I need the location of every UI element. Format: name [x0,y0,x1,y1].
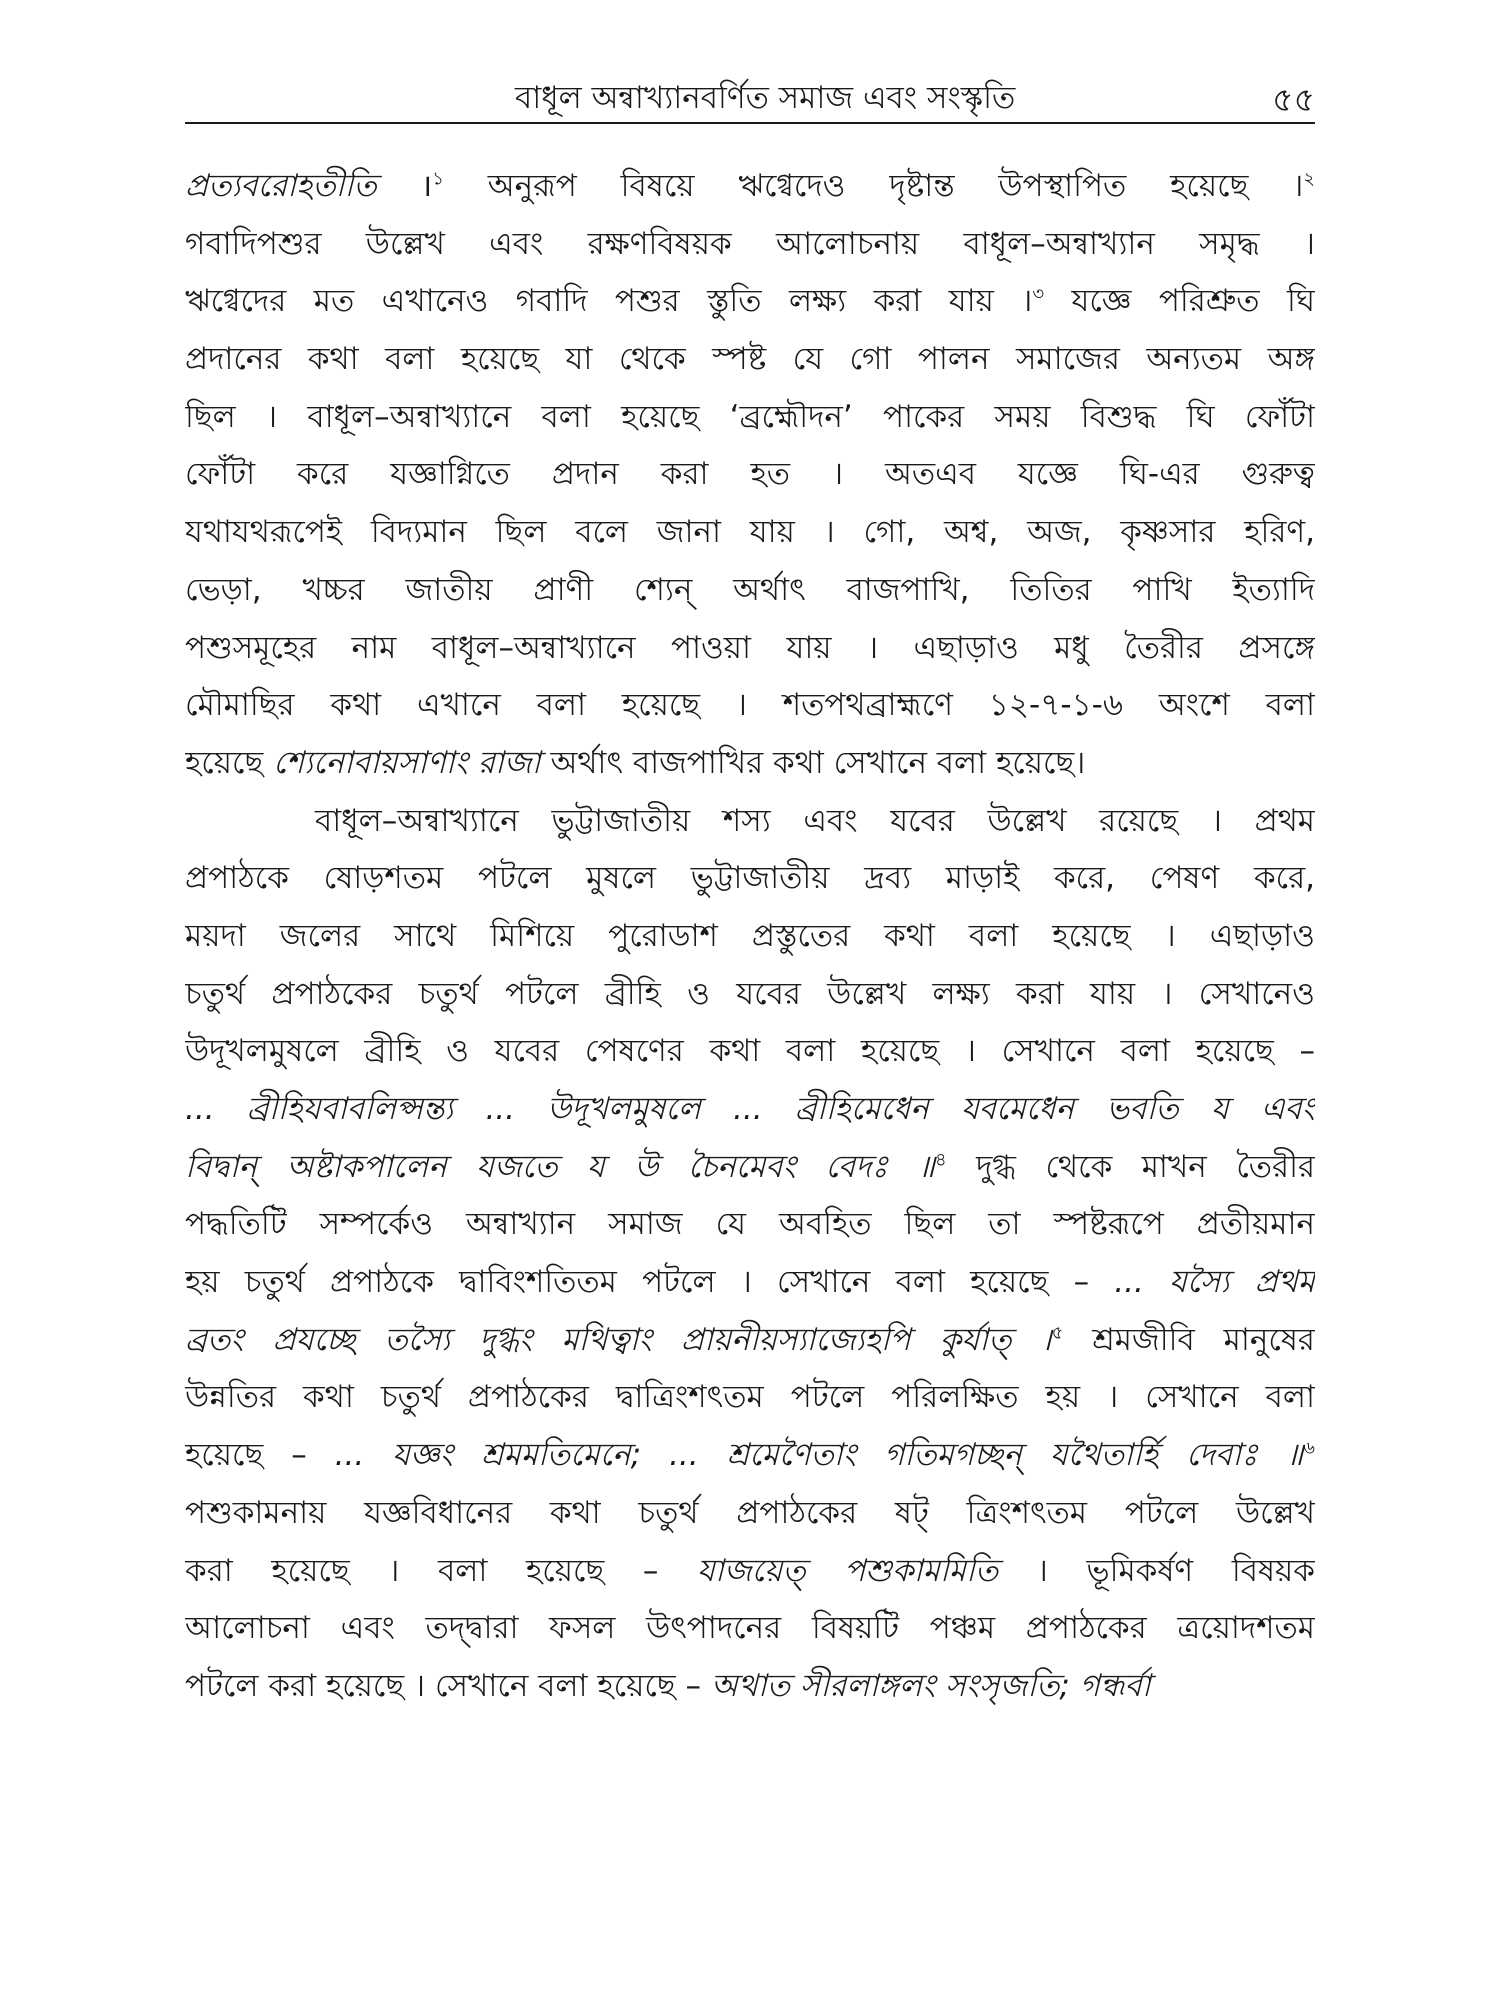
text-line [185,1023,1315,1081]
sanskrit-quote: বিদ্বান্ অষ্টাকপালেন যজতে য উ চৈনমেবং বেদঃ ॥ [185,1148,935,1185]
text-run: মৌমাছির কথা এখানে বলা হয়েছে । শতপথব্রাহ্মণে ১২-৭-১-৬ অংশে বলা [185,687,1315,724]
text-run: করা হয়েছে । বলা হয়েছে – [185,1552,698,1589]
sanskrit-quote: শ্যেনোবায়সাণাং রাজা [273,744,541,781]
text-line [185,331,1315,389]
text-run: যথাযথরূপেই বিদ্যমান ছিল বলে জানা যায় । গো, অশ্ব, অজ, কৃষ্ণসার হরিণ, [185,514,1315,551]
footnote-marker: ১ [432,168,444,190]
text-run: প্রদানের কথা বলা হয়েছে যা থেকে স্পষ্ট যে গো পালন সমাজের অন্যতম অঙ্গ [185,341,1315,378]
footnote-marker: ৪ [934,1149,947,1171]
text-line [185,389,1315,447]
text-run: ফোঁটা করে যজ্ঞাগ্নিতে প্রদান করা হত । অতএব যজ্ঞে ঘি-এর গুরুত্ব [185,456,1315,493]
text-run: যজ্ঞে পরিশ্রুত ঘি [1044,283,1315,320]
text-run: শ্রমজীবি মানুষের [1063,1321,1315,1358]
text-line [185,504,1315,562]
text-line [185,677,1315,735]
text-run: হয়েছে [185,744,274,781]
sanskrit-quote: ব্রতং প্রযচ্ছে তস্যৈ দুগ্ধং মথিত্বাং প্রায়নীয়স্যাজ্যেহপি কুর্যাত্ । [185,1321,1052,1358]
text-run: বাধূল–অন্বাখ্যানে ভুট্টাজাতীয় শস্য এবং যবের উল্লেখ রয়েছে । প্রথম [315,802,1315,839]
sanskrit-quote: যাজয়েত্ পশুকামমিতি [697,1552,999,1589]
running-title: বাধূল অন্বাখ্যানবর্ণিত সমাজ এবং সংস্কৃতি [515,80,1016,116]
sanskrit-quote: প্রত্যবরোহতীতি [185,168,377,204]
sanskrit-quote: অথাত সীরলাঙ্গলং সংসৃজতি; গন্ধর্বা [710,1667,1151,1704]
text-line [185,273,1315,331]
footnote-marker: ৩ [1032,284,1045,306]
footnote-marker: ২ [1303,168,1315,190]
text-line [185,1139,1315,1197]
text-run: ঋগ্বেদের মত এখানেও গবাদি পশুর স্তুতি লক্ষ্য করা যায় । [185,283,1033,320]
text-run: আলোচনা এবং তদ্দ্বারা ফসল উৎপাদনের বিষয়টি পঞ্চম প্রপাঠকের ত্রয়োদশতম [185,1610,1315,1647]
sanskrit-quote: ... যজ্ঞং শ্রমমতিমেনে; ... শ্রমেণৈতাং গতিমগচ্ছন্ যথৈতাৰ্হি দেবাঃ ॥ [334,1437,1304,1474]
text-run: উদূখলমুষলে ব্রীহি ও যবের পেষণের কথা বলা হয়েছে । সেখানে বলা হয়েছে – [185,1033,1315,1070]
text-line [185,446,1315,504]
text-line [185,1600,1315,1658]
text-run: ছিল । বাধূল–অন্বাখ্যানে বলা হয়েছে ‘ব্রহ্মৌদন’ পাকের সময় বিশুদ্ধ ঘি ফোঁটা [185,398,1315,435]
text-run: গবাদিপশুর উল্লেখ এবং রক্ষণবিষয়ক আলোচনায় বাধূল–অন্বাখ্যান সমৃদ্ধ । [185,225,1315,262]
text-run: পশুকামনায় যজ্ঞবিধানের কথা চতুর্থ প্রপাঠকের ষট্ ত্রিংশৎতম পটলে উল্লেখ [185,1494,1315,1531]
text-run: হয়েছে – [185,1437,335,1474]
text-line [185,158,1315,216]
sanskrit-quote: ... ব্রীহিযবাবলিপ্সন্ত্য ... উদূখলমুষলে ... ব্রীহিমেধেন যবমেধেন ভবতি য এবং [185,1091,1315,1127]
text-line [185,562,1315,620]
text-run: । [376,168,433,204]
text-line [185,216,1315,274]
header-rule [185,122,1315,124]
text-run: দুগ্ধ থেকে মাখন তৈরীর [946,1148,1315,1185]
body-text [185,158,1315,1716]
footnote-marker: ৫ [1051,1322,1064,1344]
sanskrit-quote: ... যস্যৈ প্রথম [1114,1264,1315,1301]
text-run: ময়দা জলের সাথে মিশিয়ে পুরোডাশ প্রস্তুতের কথা বলা হয়েছে । এছাড়াও [185,917,1315,954]
text-line [185,1254,1315,1312]
text-run: ভেড়া, খচ্চর জাতীয় প্রাণী শ্যেন্ অর্থাৎ বাজপাখি, তিতির পাখি ইত্যাদি [185,571,1315,608]
text-run: পদ্ধতিটি সম্পর্কেও অন্বাখ্যান সমাজ যে অবহিত ছিল তা স্পষ্টরূপে প্রতীয়মান [185,1206,1315,1243]
text-run: উন্নতির কথা চতুর্থ প্রপাঠকের দ্বাত্রিংশৎতম পটলে পরিলক্ষিত হয় । সেখানে বলা [185,1379,1315,1416]
text-line [185,793,1315,851]
page-number: ৫৫ [1272,80,1315,119]
text-line [185,1543,1315,1601]
text-line [185,1427,1315,1485]
text-line [185,908,1315,966]
text-line [185,850,1315,908]
text-run: পটলে করা হয়েছে । সেখানে বলা হয়েছে – [185,1667,711,1704]
text-line [185,966,1315,1024]
text-run: চতুর্থ প্রপাঠকের চতুর্থ পটলে ব্রীহি ও যবের উল্লেখ লক্ষ্য করা যায় । সেখানেও [185,975,1315,1012]
text-line [185,1196,1315,1254]
text-run: প্রপাঠকে ষোড়শতম পটলে মুষলে ভুট্টাজাতীয় দ্রব্য মাড়াই করে, পেষণ করে, [185,860,1315,897]
text-line [185,1485,1315,1543]
text-line [185,620,1315,678]
text-run: অনুরূপ বিষয়ে ঋগ্বেদেও দৃষ্টান্ত উপস্থাপিত হয়েছে । [443,168,1304,204]
footnote-marker: ৬ [1303,1437,1315,1459]
text-run: পশুসমূহের নাম বাধূল–অন্বাখ্যানে পাওয়া যায় । এছাড়াও মধু তৈরীর প্রসঙ্গে [185,629,1315,666]
text-line [185,1312,1315,1370]
running-head [185,66,1315,126]
text-run: হয় চতুর্থ প্রপাঠকে দ্বাবিংশতিতম পটলে । সেখানে বলা হয়েছে – [185,1264,1115,1301]
text-run: । ভূমিকর্ষণ বিষয়ক [998,1552,1315,1589]
text-run: অর্থাৎ বাজপাখির কথা সেখানে বলা হয়েছে। [540,744,1086,781]
text-line [185,1369,1315,1427]
text-line [185,1081,1315,1139]
text-line [185,1658,1315,1716]
text-line [185,735,1315,793]
